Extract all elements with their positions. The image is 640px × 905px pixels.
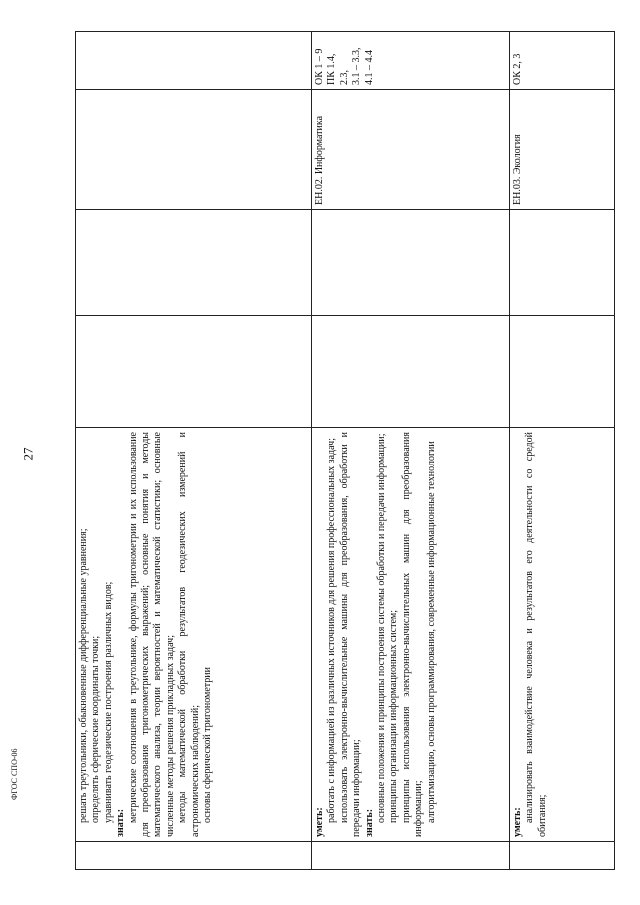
index-cell (76, 842, 312, 870)
discipline-cell (76, 90, 312, 210)
requirement-line: уравнивать геодезические построения различных видов; (102, 581, 114, 823)
hours-max-cell (312, 316, 510, 428)
requirement-line: определять сферические координаты точки; (90, 635, 102, 823)
requirement-line: основы сферической тригонометрии (202, 667, 214, 823)
requirement-line: основные положения и принципы построения системы обработки и передачи информации; (376, 433, 388, 823)
table-row (312, 32, 510, 870)
competence-code: ОК 2, 3 (512, 53, 523, 85)
hours-max-cell (510, 316, 615, 428)
competence-code: 4.1 – 4.4 (363, 50, 375, 85)
footer-code: ФГОС СПО-06 (10, 748, 19, 800)
section-heading: уметь: (512, 807, 523, 837)
discipline-cell: ЕН.03. Экология (510, 90, 615, 210)
requirement-line: принципы использования электронно-вычислительных машин для преобразования информации; (400, 432, 425, 837)
table-row (510, 32, 615, 870)
hours-max-cell (76, 316, 312, 428)
requirement-line: метрические соотношения в треугольнике, формулы тригонометрии и их использование для преобразования тригонометрических выражений; основные понятия и методы математического анализа, теории вероятностей и математической статистики; основные численные методы решения прикладных задач; (127, 432, 176, 837)
table-row (76, 32, 312, 870)
competence-code: ОК 1 – 9 (314, 48, 325, 85)
requirement-line: использовать электронно-вычислительные машины для преобразования, обработки и передачи информации; (338, 432, 363, 837)
index-cell (312, 842, 510, 870)
hours-obligatory-cell (510, 210, 615, 316)
requirement-line: алгоритмизацию, основы программирования, современные информационные технологии (425, 441, 437, 823)
curriculum-table (75, 32, 615, 870)
page-number: 27 (20, 447, 36, 461)
competence-code: ПК 1.4, (326, 53, 338, 85)
requirements-cell (510, 428, 615, 842)
hours-obligatory-cell (76, 210, 312, 316)
section-heading: знать: (363, 808, 375, 837)
competence-code: 3.1 – 3.3, (351, 47, 363, 85)
requirement-line: работать с информацией из различных источников для решения профессиональных задач; (326, 438, 338, 823)
requirement-line: анализировать взаимодействие человека и результатов его деятельности со средой обитания; (524, 432, 548, 837)
requirement-line: решать треугольники, обыкновенные дифференциальные уравнения; (78, 528, 89, 823)
competence-code: 2.3, (338, 70, 350, 85)
discipline-cell: ЕН.02. Информатика (312, 90, 510, 210)
section-heading: знать: (115, 808, 127, 837)
requirements-cell (76, 428, 312, 842)
requirements-cell (312, 428, 510, 842)
competences-cell (510, 32, 615, 90)
section-heading: уметь: (314, 807, 325, 837)
index-cell (510, 842, 615, 870)
hours-obligatory-cell (312, 210, 510, 316)
requirement-line: методы математической обработки результатов геодезических измерений и астрономических наблюдений; (177, 432, 201, 837)
competences-cell (76, 32, 312, 90)
competences-cell (312, 32, 510, 90)
requirement-line: принципы организации информационных систем; (388, 609, 400, 823)
